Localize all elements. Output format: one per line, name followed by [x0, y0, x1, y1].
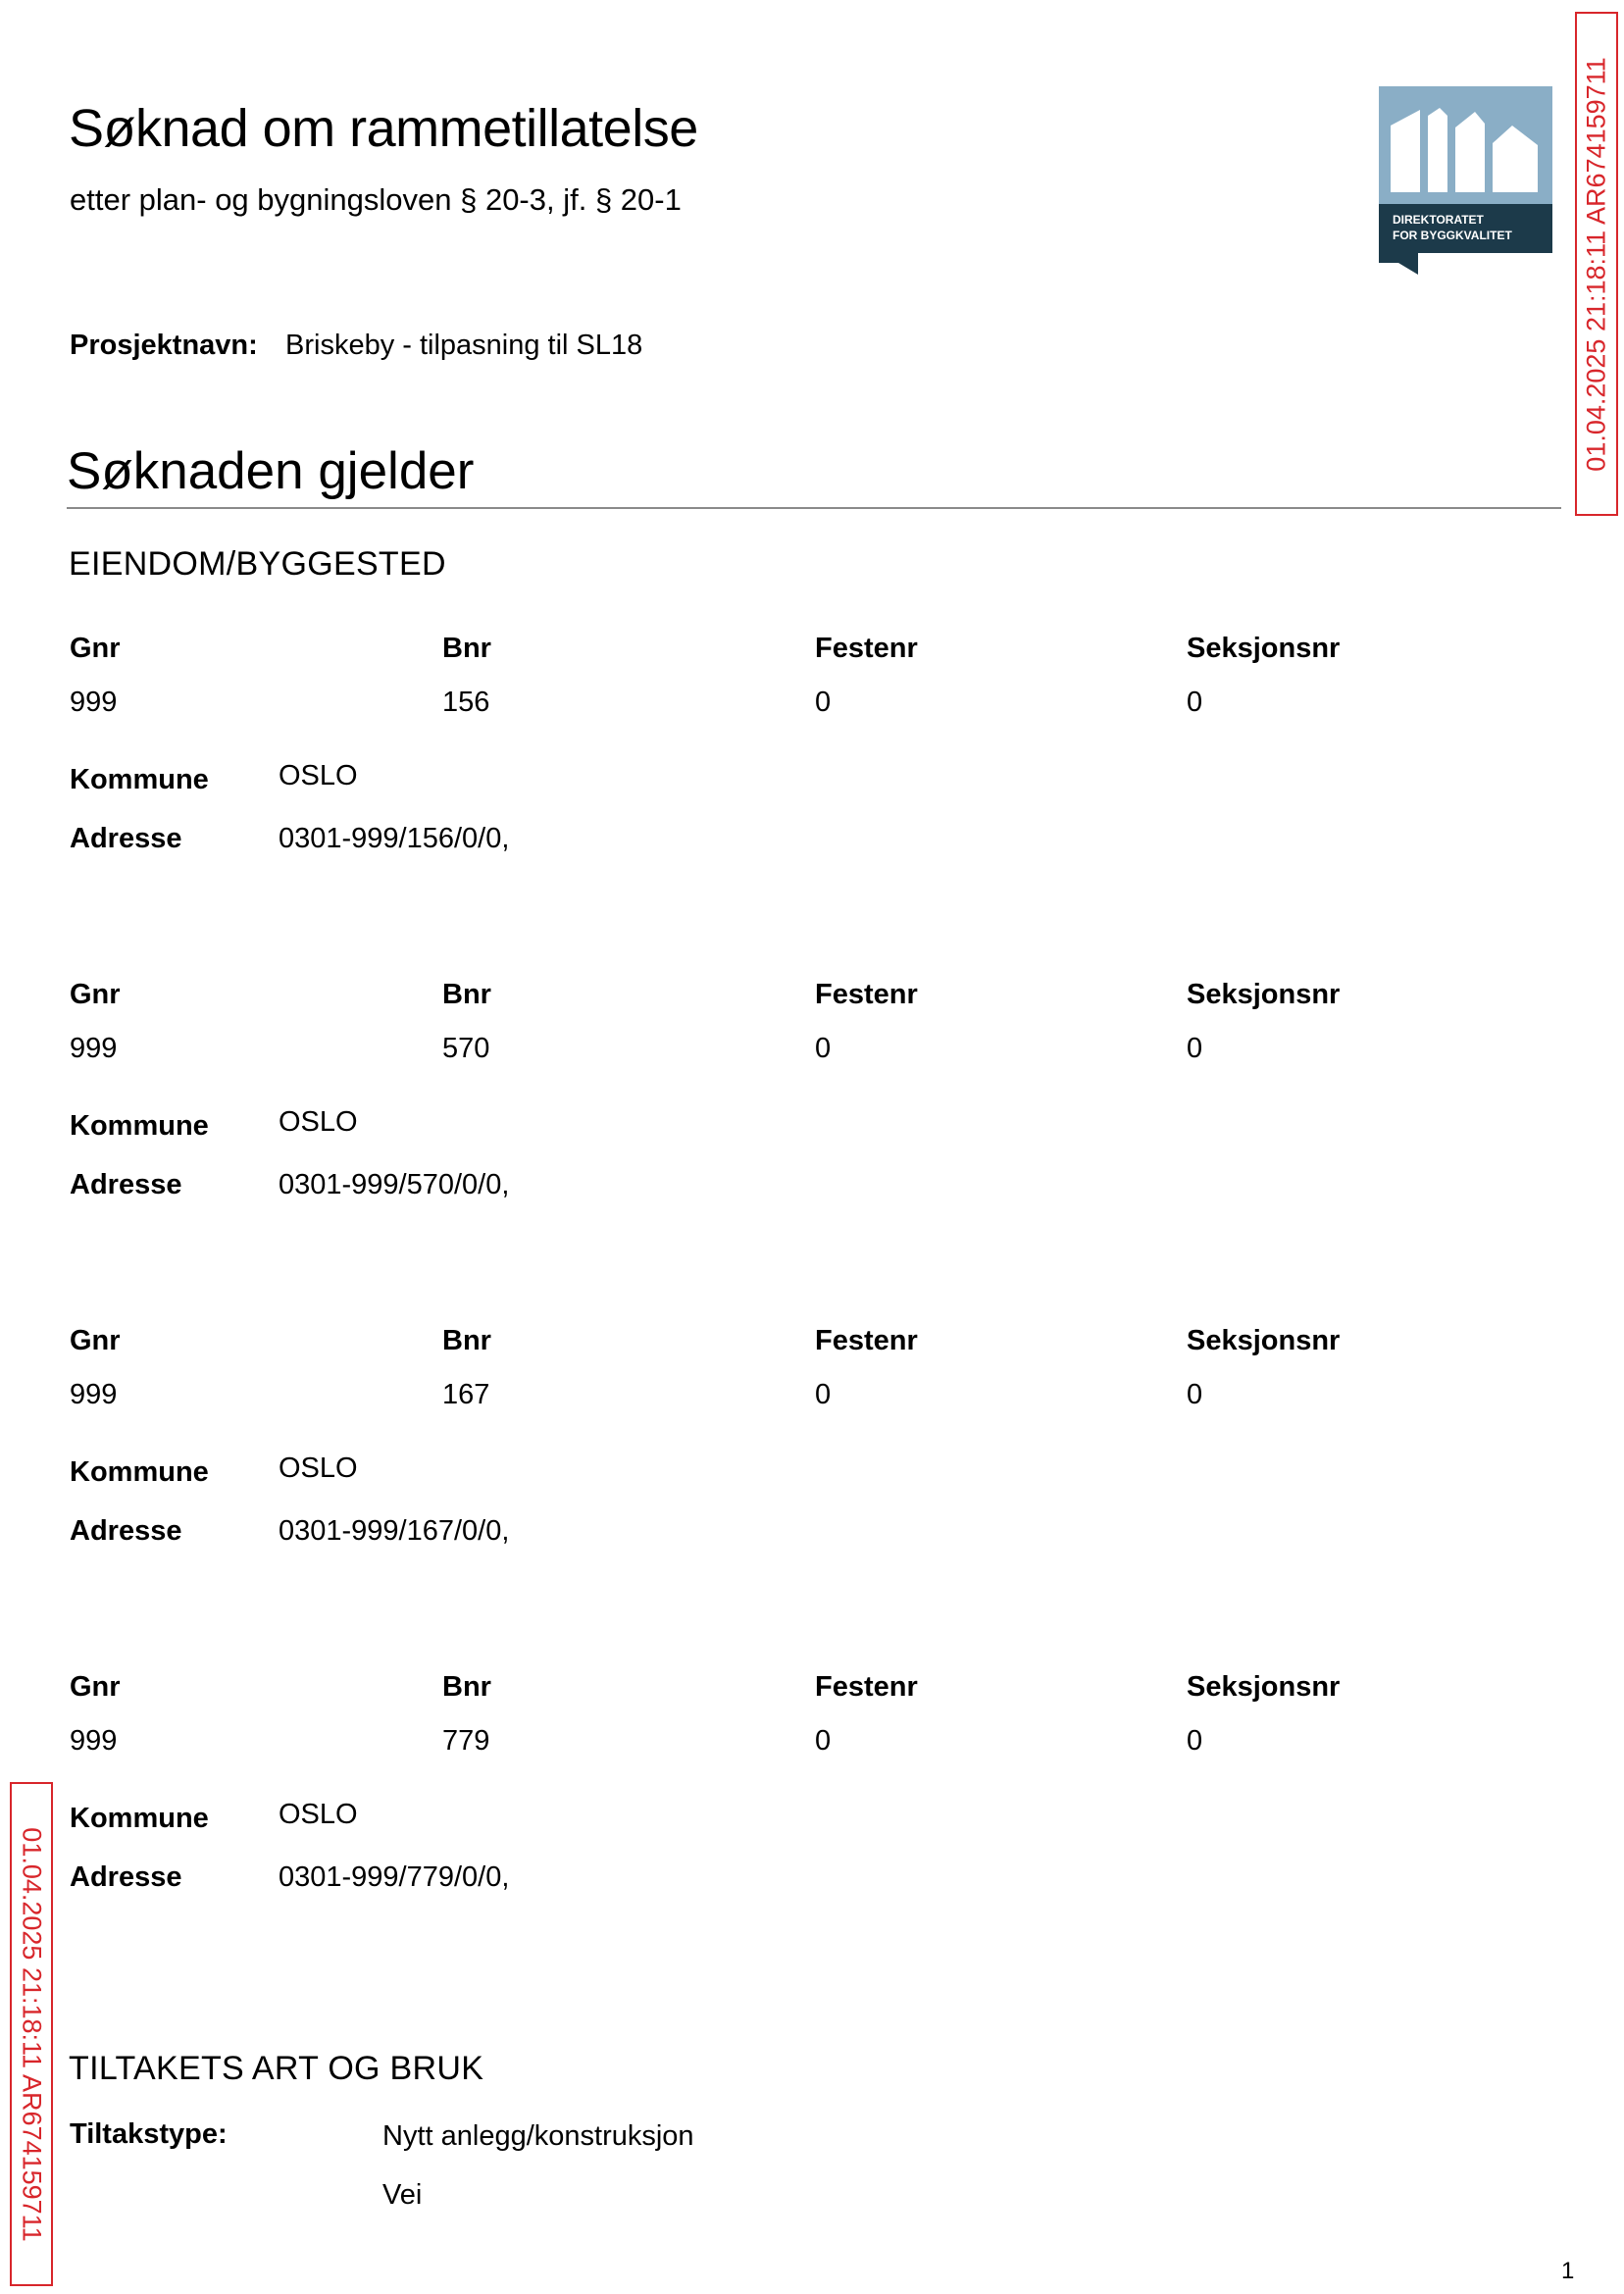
bnr-header: Bnr	[442, 633, 491, 664]
tiltakstype-value: Nytt anlegg/konstruksjon	[382, 2120, 694, 2152]
seksjonsnr-value: 0	[1187, 1725, 1203, 1757]
festenr-value: 0	[815, 687, 832, 718]
page-number: 1	[1561, 2258, 1575, 2284]
adresse-label: Adresse	[70, 1515, 182, 1547]
bnr-value: 156	[442, 687, 490, 718]
festenr-header: Festenr	[815, 1671, 918, 1703]
bnr-value: 779	[442, 1725, 490, 1757]
adresse-label: Adresse	[70, 823, 182, 854]
kommune-label: Kommune	[70, 1110, 209, 1142]
gnr-value: 999	[70, 1033, 118, 1064]
kommune-label: Kommune	[70, 764, 209, 795]
seksjonsnr-value: 0	[1187, 1379, 1203, 1410]
adresse-value: 0301-999/167/0/0,	[279, 1515, 510, 1547]
section-title: Søknaden gjelder	[67, 442, 475, 500]
gnr-header: Gnr	[70, 1325, 121, 1356]
timestamp-stamp-left	[10, 1782, 53, 2286]
dibk-logo-icon	[1379, 86, 1552, 275]
gnr-header: Gnr	[70, 633, 121, 664]
project-label: Prosjektnavn:	[70, 330, 258, 361]
stamp-text: 01.04.2025 21:18:11 AR674159711	[1581, 56, 1611, 472]
timestamp-stamp-top	[1575, 12, 1618, 516]
kommune-label: Kommune	[70, 1803, 209, 1834]
logo-line-2: FOR BYGGKVALITET	[1393, 229, 1512, 242]
kommune-value: OSLO	[279, 1799, 358, 1830]
gnr-value: 999	[70, 1725, 118, 1757]
bnr-header: Bnr	[442, 979, 491, 1010]
festenr-value: 0	[815, 1379, 832, 1410]
tiltak-section-heading: TILTAKETS ART OG BRUK	[69, 2050, 484, 2087]
property-section-heading: EIENDOM/BYGGESTED	[69, 545, 446, 583]
section-divider	[67, 507, 1561, 509]
property-block	[0, 1325, 1624, 1580]
bnr-value: 167	[442, 1379, 490, 1410]
property-block	[0, 633, 1624, 888]
festenr-value: 0	[815, 1033, 832, 1064]
seksjonsnr-header: Seksjonsnr	[1187, 1671, 1341, 1703]
property-block	[0, 1671, 1624, 1926]
stamp-text: 01.04.2025 21:18:11 AR674159711	[17, 1826, 47, 2242]
seksjonsnr-value: 0	[1187, 687, 1203, 718]
kommune-value: OSLO	[279, 1453, 358, 1484]
kommune-label: Kommune	[70, 1456, 209, 1488]
gnr-header: Gnr	[70, 1671, 121, 1703]
tiltakstype-label: Tiltakstype:	[70, 2118, 228, 2150]
adresse-label: Adresse	[70, 1861, 182, 1893]
bnr-header: Bnr	[442, 1325, 491, 1356]
adresse-value: 0301-999/156/0/0,	[279, 823, 510, 854]
seksjonsnr-header: Seksjonsnr	[1187, 633, 1341, 664]
seksjonsnr-header: Seksjonsnr	[1187, 1325, 1341, 1356]
tiltakstype-value: Vei	[382, 2179, 423, 2211]
seksjonsnr-value: 0	[1187, 1033, 1203, 1064]
document-subtitle: etter plan- og bygningsloven § 20-3, jf. § 20-1	[70, 182, 682, 217]
logo-line-1: DIREKTORATET	[1393, 213, 1484, 227]
kommune-value: OSLO	[279, 760, 358, 791]
festenr-header: Festenr	[815, 633, 918, 664]
gnr-header: Gnr	[70, 979, 121, 1010]
kommune-value: OSLO	[279, 1106, 358, 1138]
festenr-header: Festenr	[815, 1325, 918, 1356]
seksjonsnr-header: Seksjonsnr	[1187, 979, 1341, 1010]
bnr-header: Bnr	[442, 1671, 491, 1703]
property-block	[0, 979, 1624, 1234]
festenr-value: 0	[815, 1725, 832, 1757]
document-title: Søknad om rammetillatelse	[69, 99, 698, 158]
adresse-value: 0301-999/570/0/0,	[279, 1169, 510, 1200]
gnr-value: 999	[70, 687, 118, 718]
gnr-value: 999	[70, 1379, 118, 1410]
festenr-header: Festenr	[815, 979, 918, 1010]
bnr-value: 570	[442, 1033, 490, 1064]
adresse-label: Adresse	[70, 1169, 182, 1200]
adresse-value: 0301-999/779/0/0,	[279, 1861, 510, 1893]
project-value: Briskeby - tilpasning til SL18	[285, 330, 643, 361]
